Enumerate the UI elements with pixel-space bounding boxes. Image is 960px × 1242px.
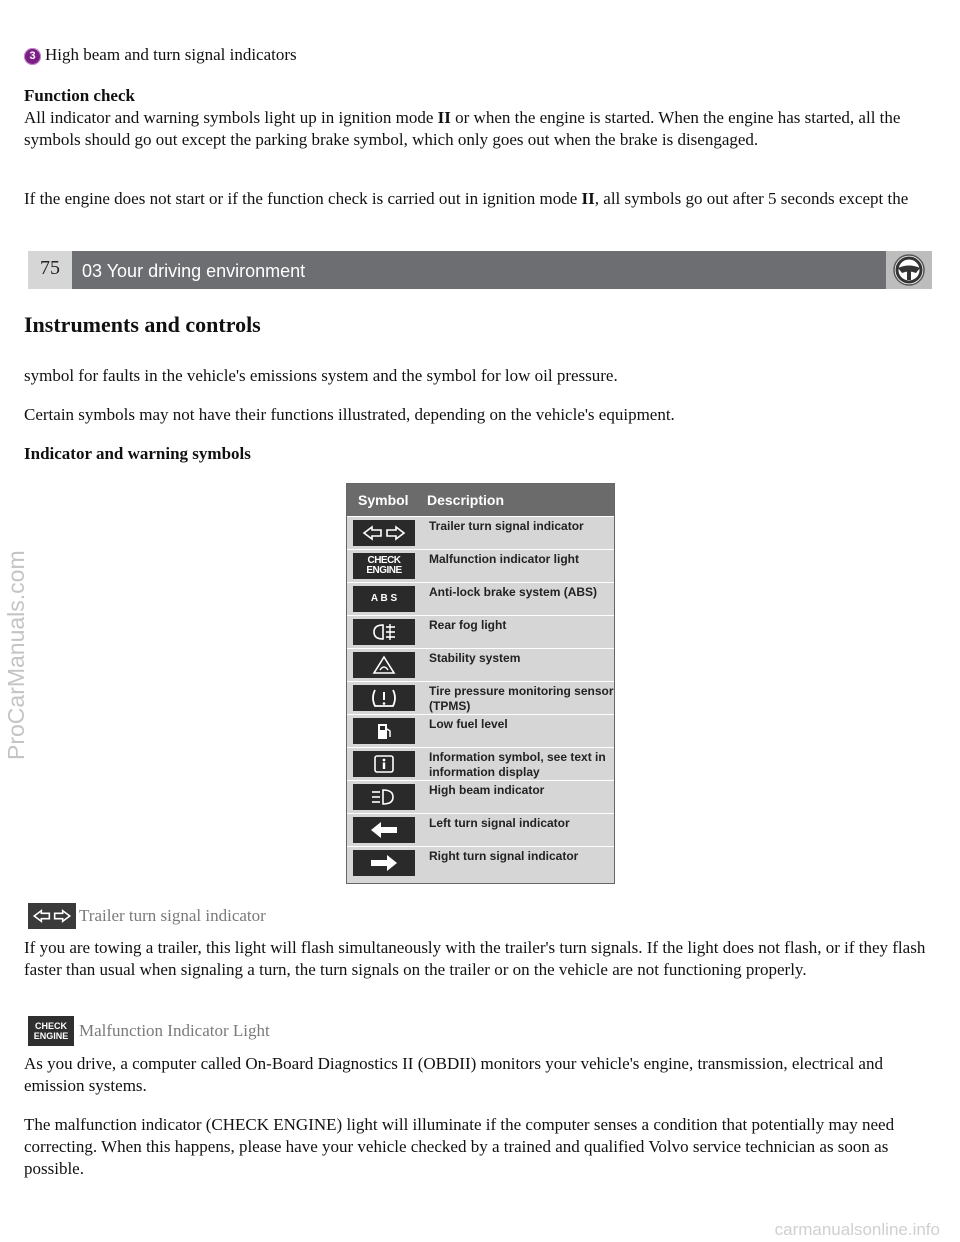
- row-description: Anti-lock brake system (ABS): [429, 585, 598, 599]
- chapter-title: 03 Your driving environment: [82, 261, 306, 281]
- stability-system-icon: [353, 652, 415, 678]
- check-label: CHECK: [34, 1021, 67, 1031]
- chapter-bar: [28, 251, 932, 289]
- symbols-heading: Indicator and warning symbols: [24, 444, 251, 463]
- trailer-heading: Trailer turn signal indicator: [79, 906, 266, 925]
- table-row: [347, 582, 614, 615]
- trailer-turn-signal-icon: [353, 520, 415, 546]
- steering-wheel-icon: [886, 251, 932, 289]
- left-turn-signal-icon: [353, 817, 415, 843]
- row-description: Rear fog light: [429, 618, 507, 632]
- para2-text-c: , all symbols go out after 5 seconds except the: [594, 189, 909, 208]
- table-row: [347, 813, 614, 846]
- abs-label: A B S: [370, 593, 398, 604]
- function-check-paragraph: [24, 107, 934, 151]
- engine-label: ENGINE: [366, 565, 402, 576]
- para1-mode: II: [437, 108, 451, 127]
- row-description: Right turn signal indicator: [429, 849, 579, 863]
- trailer-turn-signal-icon: [28, 903, 76, 929]
- mil-body-1: As you drive, a computer called On-Board Diagnostics II (OBDII) monitors your vehicle's engine, transmission, electrical and emission systems.: [24, 1054, 883, 1095]
- function-check-heading: Function check: [24, 86, 135, 105]
- table-row: [347, 714, 614, 747]
- callout-line: [24, 44, 934, 66]
- table-row: [347, 549, 614, 582]
- table-row: [347, 747, 614, 780]
- mil-body-2: The malfunction indicator (CHECK ENGINE) light will illuminate if the computer senses a condition that potentially may need correcting. When this happens, please have your vehicle checked by a trained and qualified Volvo service technician as soon as possible.: [24, 1115, 895, 1178]
- right-turn-signal-icon: [353, 850, 415, 876]
- table-row: [347, 681, 614, 714]
- page-number: 75: [28, 251, 72, 289]
- para2-mode: II: [581, 189, 595, 208]
- row-description: Low fuel level: [429, 717, 508, 731]
- row-description: Stability system: [429, 651, 521, 665]
- row-description: Left turn signal indicator: [429, 816, 570, 830]
- symbol-table: [346, 483, 615, 884]
- check-label: CHECK: [367, 555, 401, 566]
- table-row: [347, 780, 614, 813]
- para2-text-a: If the engine does not start or if the function check is carried out in ignition mode: [24, 189, 582, 208]
- row-description: High beam indicator: [429, 783, 545, 797]
- mil-heading: Malfunction Indicator Light: [79, 1021, 270, 1040]
- header-symbol: Symbol: [358, 492, 409, 508]
- table-row: [347, 846, 614, 879]
- callout-text: High beam and turn signal indicators: [45, 45, 297, 64]
- row-description: Tire pressure monitoring sensor (TPMS): [429, 684, 614, 713]
- low-fuel-icon: [353, 718, 415, 744]
- row-description: Malfunction indicator light: [429, 552, 579, 566]
- rear-fog-light-icon: [353, 619, 415, 645]
- check-engine-icon: [28, 1016, 74, 1046]
- watermark-bottom: carmanualsonline.info: [774, 1220, 940, 1239]
- information-icon: [353, 751, 415, 777]
- row-description: Information symbol, see text in information display: [429, 750, 606, 779]
- trailer-heading-line: [28, 902, 266, 930]
- watermark-left: ProCarManuals.com: [3, 550, 29, 760]
- table-row: [347, 648, 614, 681]
- ignition-paragraph: [24, 188, 934, 210]
- table-row: [347, 516, 614, 549]
- row-description: Trailer turn signal indicator: [429, 519, 584, 533]
- function-check-block: [24, 85, 934, 151]
- header-description: Description: [427, 492, 505, 508]
- table-row: [347, 615, 614, 648]
- mil-heading-line: [28, 1016, 270, 1046]
- para1-text-a: All indicator and warning symbols light up in ignition mode: [24, 108, 438, 127]
- main-para-1: symbol for faults in the vehicle's emissions system and the symbol for low oil pressure.: [24, 366, 618, 385]
- para1-text-c: or when the engine is started. When the engine has started, all the symbols should go out except the parking brake symbol, which only goes out when the brake is disengaged.: [24, 108, 901, 149]
- abs-icon: [353, 586, 415, 612]
- page-heading: Instruments and controls: [24, 312, 261, 337]
- callout-number-badge: 3: [24, 48, 41, 65]
- tire-pressure-icon: [353, 685, 415, 711]
- table-header: [347, 484, 614, 516]
- engine-label: ENGINE: [33, 1031, 69, 1041]
- high-beam-icon: [353, 784, 415, 810]
- check-engine-icon: [353, 553, 415, 579]
- trailer-body: If you are towing a trailer, this light will flash simultaneously with the trailer's turn signals. If the light does not flash, or if they flash faster than usual when signaling a turn, the turn signals on the trailer or on the vehicle are not functioning properly.: [24, 938, 926, 979]
- main-para-2: Certain symbols may not have their functions illustrated, depending on the vehicle's equipment.: [24, 405, 675, 424]
